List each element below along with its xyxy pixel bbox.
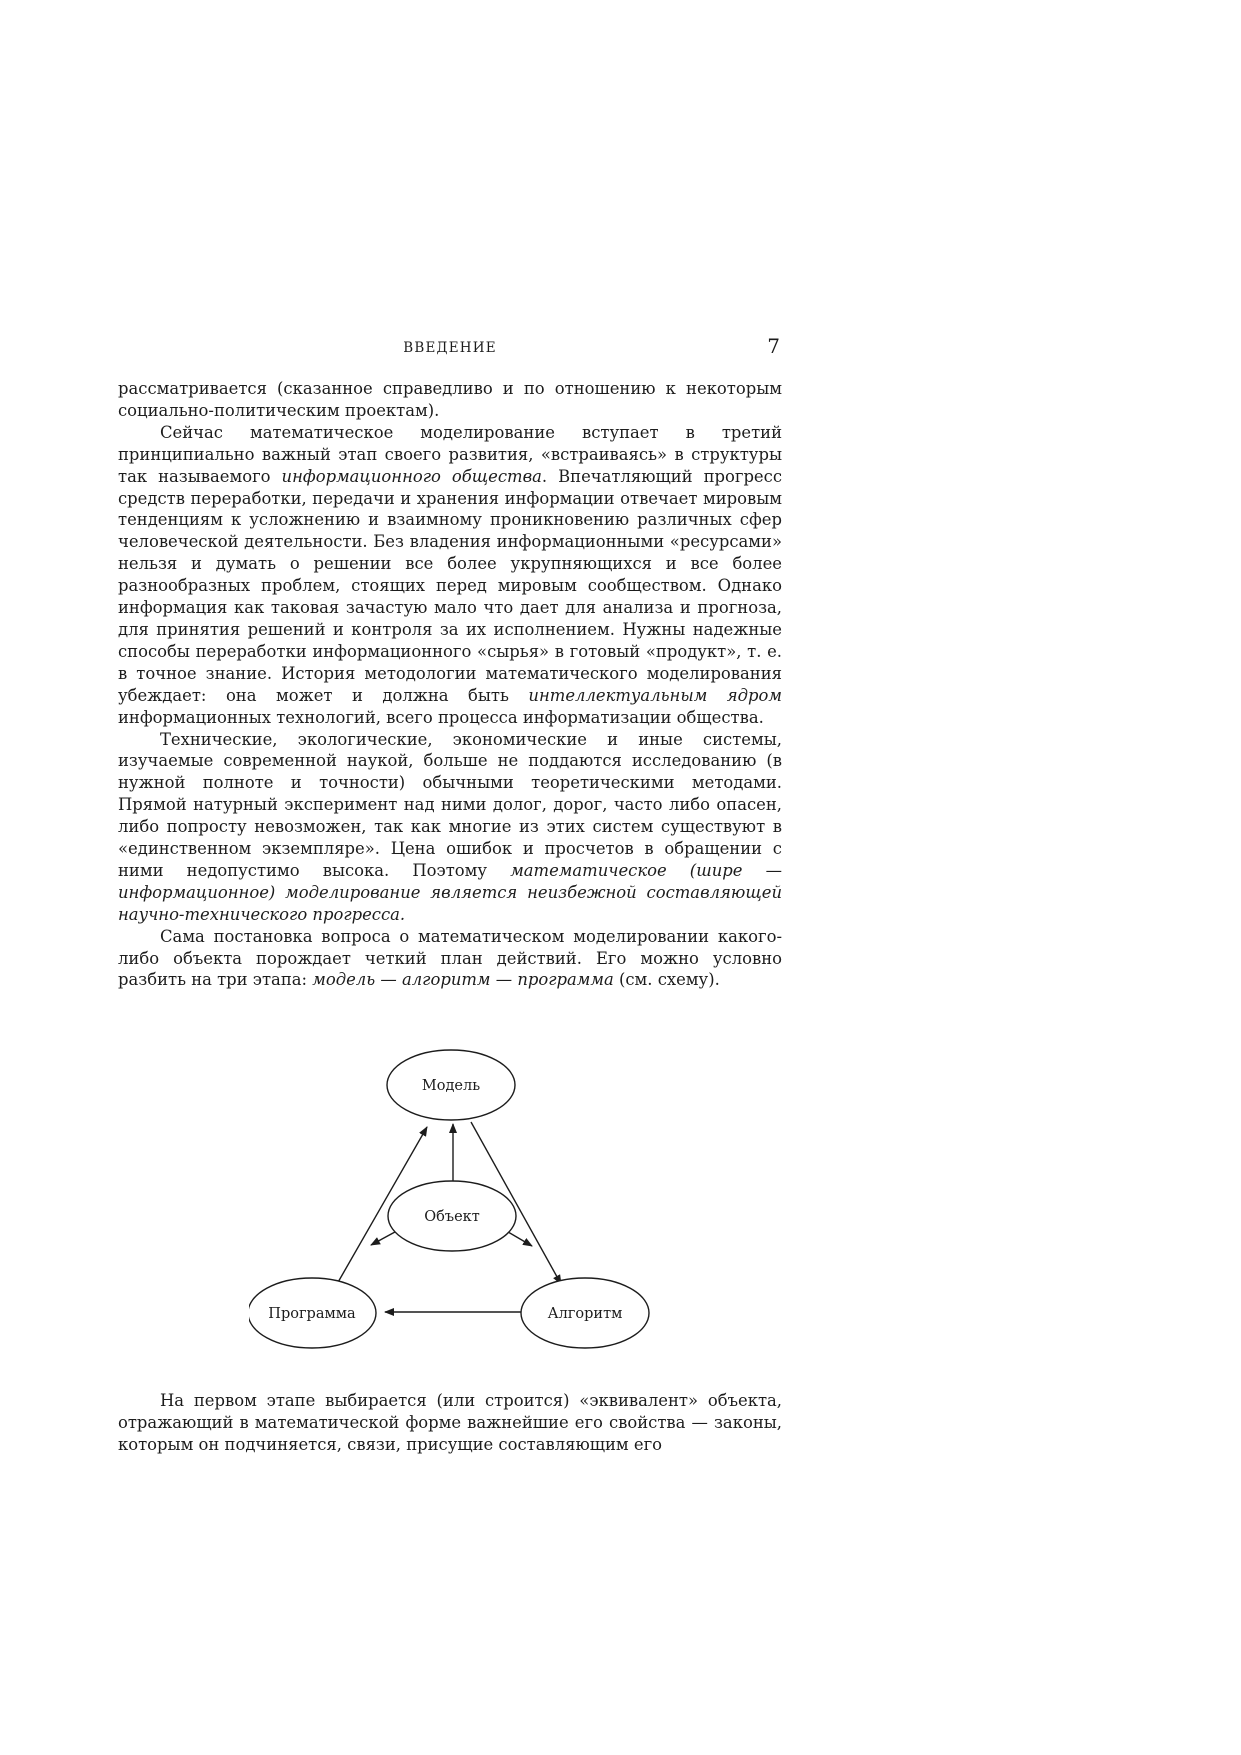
emphasis-text: информационного общества: [281, 466, 542, 486]
paragraph-text: Технические, экологические, экономические и иные системы, изучаемые современной наукой, больше не поддаются исследованию (в нужной полноте и точности) обычными теоретическими методами. Прямой натурный эксперимент над ними долог, дорог, часто либо опасен, либо попросту невозможен, так как многие из этих систем существуют в «единственном экземпляре». Цена ошибок и просчетов в обращении с ними недопустимо высока. Поэтому: [118, 729, 782, 880]
paragraph-text: рассматривается (сказанное справедливо и по отношению к некоторым социально-политическим проектам).: [118, 379, 782, 420]
paragraph-text: Сама постановка вопроса о математическом моделировании какого-либо объекта порождает четкий план действий. Его можно условно разбить на три этапа:: [118, 926, 782, 990]
node-model-label: Модель: [421, 1078, 481, 1094]
paragraph-text: информационных технологий, всего процесса информатизации общества.: [118, 707, 764, 727]
page-number: 7: [767, 334, 780, 358]
paragraph-text: Сейчас математическое моделирование вступает в третий принципиально важный этап своего развития, «встраиваясь» в структуры так называемого: [118, 422, 782, 486]
node-algorithm-label: Алгоритм: [547, 1306, 623, 1322]
node-object-label: Объект: [424, 1209, 480, 1225]
paragraph-text: На первом этапе выбирается (или строится) «эквивалент» объекта, отражающий в математической форме важнейшие его свойства — законы, которым он подчиняется, связи, присущие составляющим его: [118, 1391, 782, 1454]
paragraph-information-society: [118, 422, 782, 729]
emphasis-text: модель — алгоритм — программа: [312, 970, 614, 990]
paragraph-three-stages: [118, 926, 782, 992]
paragraph-first-stage: [118, 1390, 782, 1456]
emphasis-text: математическое (шире — информационное) моделирование является неизбежной составляющей научно-технического прогресса.: [118, 860, 782, 924]
node-program-label: Программа: [268, 1306, 356, 1322]
emphasis-text: интеллектуальным ядром: [528, 685, 782, 705]
paragraph-text: . Впечатляющий прогресс средств переработки, передачи и хранения информации отвечает мировым тенденциям к усложнению и взаимному проникновению различных сфер человеческой деятельности. Без владения информационными «ресурсами» нельзя и думать о решении все более укрупняющихся и все более разнообразных проблем, стоящих перед мировым сообществом. Однако информация как таковая зачастую мало что дает для анализа и прогноза, для принятия решений и контроля за их исполнением. Нужны надежные способы переработки информационного «сырья» в готовый «продукт», т. е. в точное знание. История методологии математического моделирования убеждает: она может и должна быть: [118, 466, 782, 705]
paragraph-text: (см. схему).: [613, 970, 720, 990]
running-head: [118, 336, 782, 362]
paragraph-systems: [118, 729, 782, 926]
main-text-top: [118, 378, 782, 991]
paragraph-continuation: [118, 378, 782, 422]
running-title: ВВЕДЕНИЕ: [403, 340, 497, 356]
main-text-bottom: [118, 1390, 782, 1456]
model-algorithm-program-diagram: [249, 1040, 659, 1380]
